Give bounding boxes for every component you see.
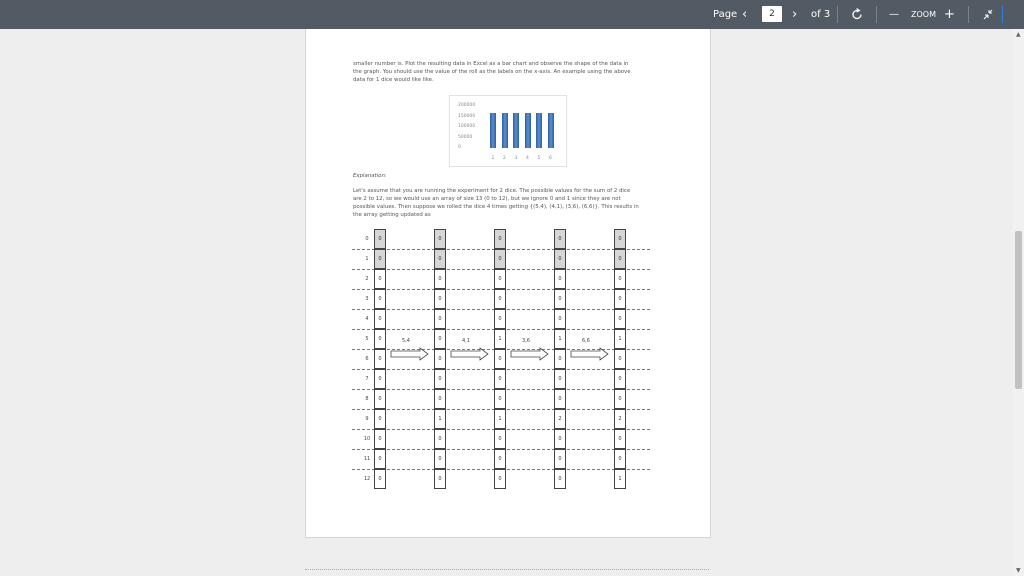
toolbar-divider xyxy=(1002,6,1003,23)
paragraph-line: Let's assume that you are running the experiment for 2 dice. The possible values for the sum of 2 dice xyxy=(353,188,631,194)
array-cell: 0 xyxy=(434,469,446,489)
array-cell: 0 xyxy=(374,469,386,489)
array-cell: 1 xyxy=(494,409,506,429)
arrow-label: 3,6 xyxy=(522,338,530,344)
toolbar xyxy=(0,0,1024,29)
toolbar-divider xyxy=(876,6,877,23)
rotate-icon[interactable] xyxy=(851,0,863,29)
array-cell: 0 xyxy=(614,249,626,269)
chevron-right-icon[interactable]: › xyxy=(792,7,798,22)
y-tick-label: 200000 xyxy=(458,103,476,108)
array-cell: 0 xyxy=(374,429,386,449)
y-tick-label: 100000 xyxy=(458,124,476,129)
array-cell: 0 xyxy=(434,289,446,309)
array-cell: 0 xyxy=(434,329,446,349)
array-cell: 0 xyxy=(494,249,506,269)
array-cell: 0 xyxy=(494,269,506,289)
page-label: Page xyxy=(713,9,738,20)
array-cell: 0 xyxy=(434,249,446,269)
array-cell: 0 xyxy=(614,429,626,449)
arrow-label: 4,1 xyxy=(462,338,470,344)
transition-arrow-icon xyxy=(390,347,430,361)
page-number-input[interactable]: 2 xyxy=(762,6,782,22)
scrollbar-thumb[interactable] xyxy=(1015,231,1022,389)
array-cell: 0 xyxy=(614,229,626,249)
array-cell: 0 xyxy=(614,449,626,469)
array-cell: 0 xyxy=(554,309,566,329)
x-tick-label: 6 xyxy=(549,156,552,161)
array-cell: 0 xyxy=(554,469,566,489)
chart-bar xyxy=(525,113,531,148)
array-cell: 0 xyxy=(614,309,626,329)
zoom-out-button[interactable]: — xyxy=(889,9,899,20)
array-cell: 0 xyxy=(374,229,386,249)
array-cell: 0 xyxy=(494,289,506,309)
array-cell: 0 xyxy=(434,349,446,369)
array-cell: 0 xyxy=(494,449,506,469)
row-index-label: 3 xyxy=(365,296,369,302)
x-tick-label: 3 xyxy=(514,156,518,161)
arrow-label: 6,6 xyxy=(582,338,590,344)
scroll-down-icon[interactable]: ▼ xyxy=(1016,567,1021,574)
row-index-label: 9 xyxy=(365,416,369,422)
array-cell: 0 xyxy=(614,389,626,409)
collapse-icon[interactable] xyxy=(982,0,994,29)
paragraph-line: the array getting updated as xyxy=(353,212,431,218)
paragraph-line: data for 1 dice would like like. xyxy=(353,77,434,83)
array-cell: 0 xyxy=(374,409,386,429)
array-cell: 0 xyxy=(494,469,506,489)
toolbar-divider xyxy=(837,6,838,23)
zoom-label: ZOOM xyxy=(911,10,936,19)
arrow-label: 5,4 xyxy=(402,338,410,344)
array-cell: 2 xyxy=(614,409,626,429)
array-cell: 1 xyxy=(434,409,446,429)
x-tick-label: 1 xyxy=(491,156,495,161)
row-index-label: 2 xyxy=(365,276,369,282)
array-cell: 0 xyxy=(494,429,506,449)
row-index-label: 5 xyxy=(365,336,369,342)
array-cell: 0 xyxy=(554,289,566,309)
scroll-up-icon[interactable]: ▲ xyxy=(1016,31,1021,38)
array-cell: 0 xyxy=(614,289,626,309)
row-index-label: 8 xyxy=(365,396,369,402)
array-cell: 2 xyxy=(554,409,566,429)
embedded-bar-chart xyxy=(449,95,567,167)
x-tick-label: 5 xyxy=(537,156,541,161)
array-cell: 0 xyxy=(554,429,566,449)
row-index-label: 1 xyxy=(365,256,369,262)
array-cell: 0 xyxy=(434,429,446,449)
transition-arrow-icon xyxy=(510,347,550,361)
chart-bar xyxy=(513,113,519,148)
array-cell: 1 xyxy=(494,329,506,349)
row-index-label: 11 xyxy=(363,456,371,462)
array-cell: 0 xyxy=(494,229,506,249)
chart-bar xyxy=(536,113,542,148)
array-cell: 0 xyxy=(374,369,386,389)
row-index-label: 12 xyxy=(363,476,371,482)
transition-arrow-icon xyxy=(450,347,490,361)
y-tick-label: 150000 xyxy=(458,113,476,119)
array-cell: 0 xyxy=(554,369,566,389)
array-cell: 0 xyxy=(494,389,506,409)
chart-bar xyxy=(548,113,554,148)
array-cell: 0 xyxy=(374,249,386,269)
chart-bar xyxy=(502,113,508,148)
array-cell: 0 xyxy=(614,369,626,389)
array-cell: 0 xyxy=(554,249,566,269)
array-cell: 0 xyxy=(614,269,626,289)
transition-arrow-icon xyxy=(570,347,610,361)
document-page xyxy=(305,29,711,538)
toolbar-divider xyxy=(968,6,969,23)
row-index-label: 6 xyxy=(365,356,369,362)
row-index-label: 10 xyxy=(363,436,371,442)
array-cell: 0 xyxy=(554,389,566,409)
page-count: of 3 xyxy=(811,9,831,20)
x-tick-label: 4 xyxy=(526,156,529,161)
chevron-left-icon[interactable]: ‹ xyxy=(742,7,748,22)
array-cell: 0 xyxy=(434,309,446,329)
array-cell: 0 xyxy=(374,349,386,369)
array-cell: 0 xyxy=(554,269,566,289)
array-cell: 0 xyxy=(434,269,446,289)
row-index-label: 7 xyxy=(365,376,369,382)
array-cell: 0 xyxy=(434,389,446,409)
array-cell: 0 xyxy=(494,349,506,369)
row-index-label: 4 xyxy=(365,316,369,322)
y-tick-label: 50000 xyxy=(458,134,473,140)
paragraph-line: the graph. You should use the value of the roll as the labels on the x-axis. An example using the above xyxy=(353,69,631,75)
array-cell: 1 xyxy=(554,329,566,349)
next-page-edge xyxy=(305,569,709,570)
array-cell: 0 xyxy=(554,229,566,249)
explanation-heading: Explanation: xyxy=(353,173,387,179)
array-cell: 0 xyxy=(494,309,506,329)
array-cell: 0 xyxy=(434,449,446,469)
array-cell: 0 xyxy=(434,369,446,389)
paragraph-line: are 2 to 12, so we would use an array of size 13 (0 to 12), but we ignore 0 and 1 since they are not xyxy=(353,196,621,202)
array-cell: 0 xyxy=(554,449,566,469)
x-tick-label: 2 xyxy=(503,156,506,161)
array-cell: 1 xyxy=(614,469,626,489)
array-cell: 0 xyxy=(554,349,566,369)
array-cell: 0 xyxy=(374,389,386,409)
array-cell: 0 xyxy=(374,289,386,309)
zoom-in-button[interactable]: + xyxy=(944,7,955,22)
paragraph-line: possible values. Then suppose we rolled the dice 4 times getting {(5,4), (4,1), (3,6), (6,6)}. This results in xyxy=(353,204,639,210)
array-cell: 1 xyxy=(614,329,626,349)
chart-bar xyxy=(490,113,496,148)
row-index-label: 0 xyxy=(365,236,369,242)
array-cell: 0 xyxy=(434,229,446,249)
array-cell: 0 xyxy=(374,269,386,289)
array-cell: 0 xyxy=(374,329,386,349)
paragraph-line: smaller number is. Plot the resulting data in Excel as a bar chart and observe the shape of the data in xyxy=(353,61,629,67)
array-cell: 0 xyxy=(614,349,626,369)
array-cell: 0 xyxy=(374,449,386,469)
scrollbar[interactable] xyxy=(1013,29,1024,576)
array-cell: 0 xyxy=(494,369,506,389)
y-tick-label: 0 xyxy=(458,145,461,150)
array-cell: 0 xyxy=(374,309,386,329)
